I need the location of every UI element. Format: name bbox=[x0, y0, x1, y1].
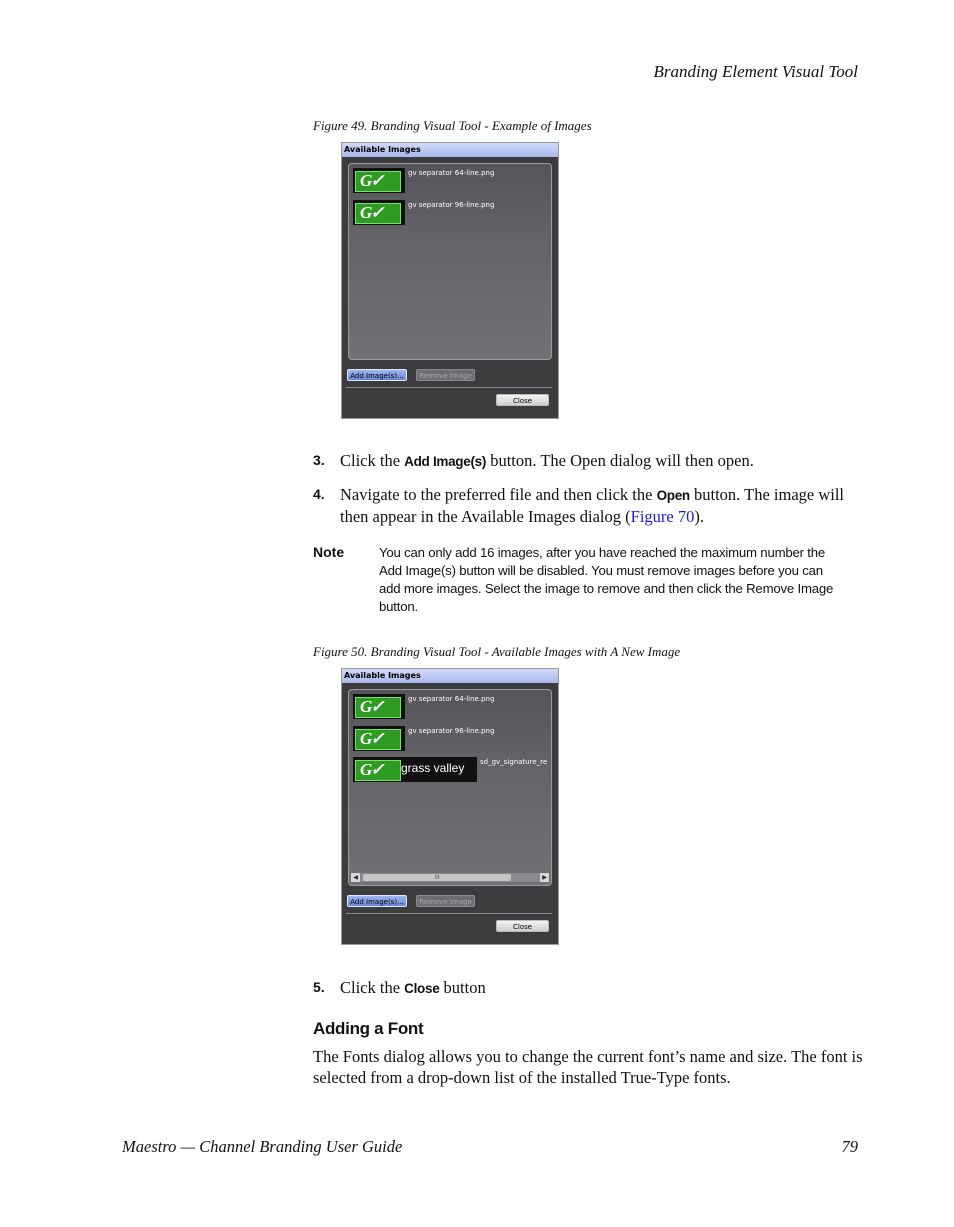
gv-logo-icon: G✓ bbox=[355, 729, 401, 750]
image-filename[interactable]: gv separator 64-line.png bbox=[408, 695, 495, 703]
image-thumbnail[interactable] bbox=[353, 726, 405, 751]
scroll-right-icon[interactable]: ▶ bbox=[540, 873, 549, 882]
page-number: 79 bbox=[841, 1137, 858, 1156]
images-listbox[interactable] bbox=[348, 163, 552, 360]
image-thumbnail-selected[interactable] bbox=[353, 757, 477, 782]
available-images-dialog-1 bbox=[341, 142, 559, 419]
remove-image-button[interactable]: Remove Image bbox=[416, 895, 475, 907]
note-text: You can only add 16 images, after you have reached the maximum number the Add Image(s) button will be disabled. You must remove images before you can add more images. Select the image to remove and then click the Remove Image button. bbox=[379, 545, 834, 614]
close-button[interactable]: Close bbox=[496, 920, 549, 932]
close-button[interactable]: Close bbox=[496, 394, 549, 406]
step-4: 4. Navigate to the preferred file and then click the Open button. The image will then appear in the Available Images dialog (Figure 70). bbox=[313, 485, 845, 526]
horizontal-scrollbar[interactable] bbox=[351, 873, 549, 882]
keyword-add-images: Add Image(s) bbox=[404, 454, 487, 469]
scroll-left-icon[interactable]: ◀ bbox=[351, 873, 360, 882]
add-images-button[interactable]: Add Image(s)... bbox=[347, 369, 407, 381]
image-filename[interactable]: gv separator 64-line.png bbox=[408, 169, 495, 177]
gv-logo-icon: G✓ bbox=[355, 697, 401, 718]
image-filename[interactable]: gv separator 96-line.png bbox=[408, 201, 495, 209]
image-filename[interactable]: gv separator 96-line.png bbox=[408, 727, 495, 735]
step-3: 3. Click the Add Image(s) button. The Open dialog will then open. bbox=[313, 451, 754, 470]
image-thumbnail[interactable] bbox=[353, 694, 405, 719]
figure-50-caption: Figure 50. Branding Visual Tool - Available Images with A New Image bbox=[313, 644, 681, 659]
footer-title: Maestro — Channel Branding User Guide bbox=[122, 1137, 403, 1156]
section-heading: Adding a Font bbox=[313, 1019, 424, 1038]
images-listbox[interactable] bbox=[348, 689, 552, 886]
running-header: Branding Element Visual Tool bbox=[653, 62, 858, 81]
scroll-thumb[interactable]: III bbox=[363, 874, 511, 881]
dialog-separator bbox=[346, 913, 552, 914]
available-images-dialog-2 bbox=[341, 668, 559, 945]
grass-valley-logo-text: grass valley bbox=[401, 761, 465, 775]
add-images-button[interactable]: Add Image(s)... bbox=[347, 895, 407, 907]
image-filename[interactable]: sd_gv_signature_re bbox=[480, 758, 548, 766]
step-5: 5. Click the Close button bbox=[313, 978, 486, 997]
keyword-close: Close bbox=[404, 981, 440, 996]
note-label: Note bbox=[313, 544, 345, 560]
gv-logo-icon: G✓ bbox=[355, 171, 401, 192]
remove-image-button[interactable]: Remove Image bbox=[416, 369, 475, 381]
dialog-separator bbox=[346, 387, 552, 388]
dialog-title: Available Images bbox=[342, 143, 558, 157]
image-thumbnail[interactable] bbox=[353, 200, 405, 225]
section-paragraph: The Fonts dialog allows you to change the current font’s name and size. The font is selected from a drop-down list of the installed True-Type fonts. bbox=[313, 1047, 863, 1087]
keyword-open: Open bbox=[656, 488, 690, 503]
figure-70-link[interactable]: Figure 70 bbox=[630, 507, 695, 526]
image-thumbnail[interactable] bbox=[353, 168, 405, 193]
gv-logo-icon: G✓ bbox=[355, 760, 401, 781]
figure-49-caption: Figure 49. Branding Visual Tool - Example of Images bbox=[313, 118, 592, 133]
dialog-title: Available Images bbox=[342, 669, 558, 683]
gv-logo-icon: G✓ bbox=[355, 203, 401, 224]
